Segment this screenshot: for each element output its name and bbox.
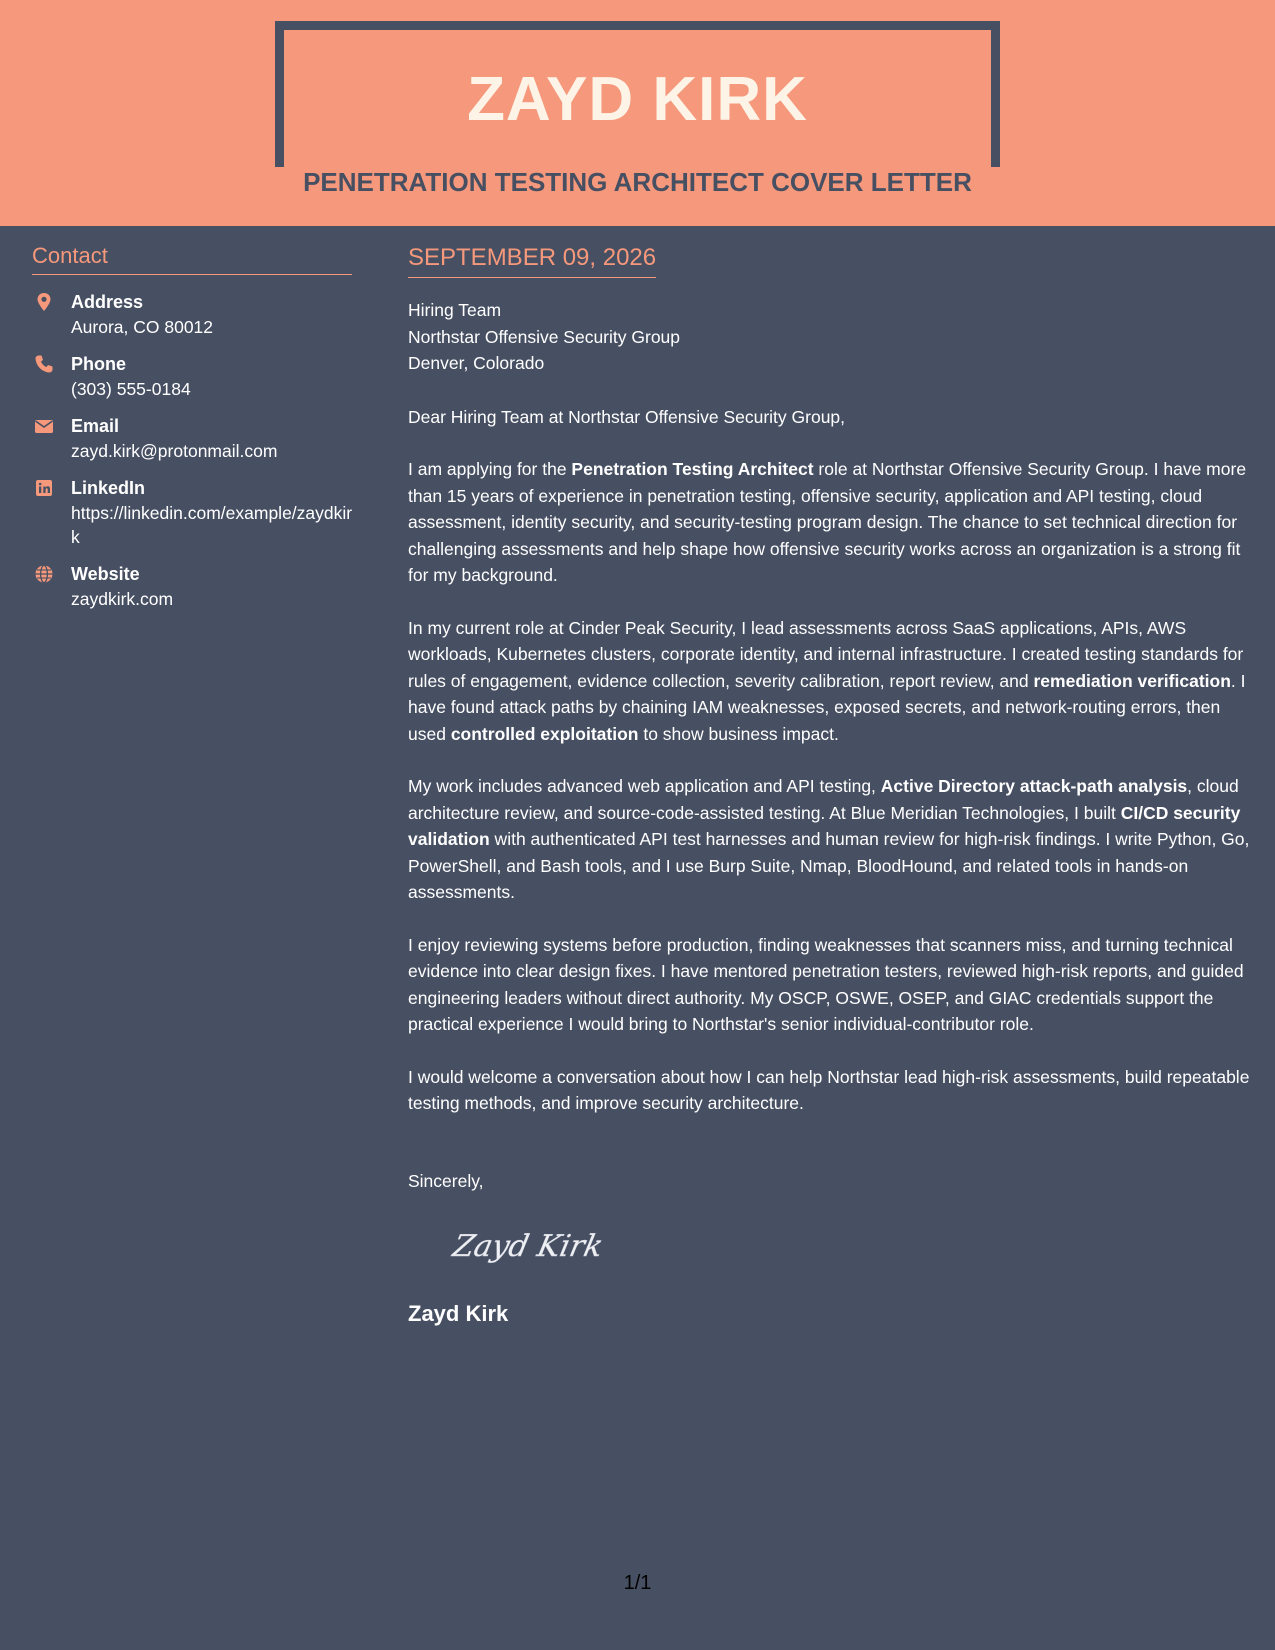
recipient-block — [408, 297, 1253, 377]
letter-body — [408, 243, 1253, 1329]
paragraph-text: My work includes advanced web application and API testing, — [408, 776, 881, 796]
paragraph-4: I enjoy reviewing systems before production, finding weaknesses that scanners miss, and turning technical evidence into clear design fixes. I have mentored penetration testers, reviewed high-risk reports, and guided engineering leaders without direct authority. My OSCP, OSWE, OSEP, and GIAC credentials support the practical experience I would bring to Northstar's senior individual-contributor role. — [408, 934, 1244, 1034]
contact-label: Phone — [71, 354, 127, 374]
paragraph-1 — [408, 456, 1253, 589]
contact-phone — [32, 351, 352, 401]
phone-icon — [34, 354, 54, 374]
linkedin-link[interactable]: https://linkedin.com/example/zaydkirk — [71, 503, 353, 547]
date-block — [408, 243, 656, 278]
recipient-line: Northstar Offensive Security Group — [408, 326, 681, 347]
contact-linkedin — [32, 475, 352, 549]
emphasis: remediation verification — [1033, 670, 1231, 691]
signature-image — [448, 1216, 648, 1276]
linkedin-icon — [34, 478, 54, 498]
contact-address — [32, 289, 352, 339]
emphasis: CI/CD security validation — [408, 802, 1241, 849]
salutation: Dear Hiring Team at Northstar Offensive Security Group, — [408, 406, 846, 427]
contact-label: Address — [71, 292, 144, 312]
phone-value: (303) 555-0184 — [71, 379, 191, 399]
paragraph-3 — [408, 773, 1253, 906]
paragraph-text: I am applying for the — [408, 459, 572, 479]
contact-website — [32, 561, 352, 611]
closing: Sincerely, — [408, 1170, 484, 1191]
paragraph-text: to show business impact. — [638, 723, 839, 744]
website-link[interactable]: zaydkirk.com — [71, 589, 174, 609]
paragraph-text: with authenticated API test harnesses and human review for high-risk findings. I write Python, Go, PowerShell, and Bash tools, and I use Burp Suite, Nmap, BloodHound, and related tools in hands-on assessments. — [408, 829, 1250, 902]
applicant-name: ZAYD KIRK — [467, 65, 808, 134]
paragraph-text: . I have found attack paths by chaining IAM weaknesses, exposed secrets, and network-routing errors, then used — [408, 670, 1246, 744]
recipient-line: Hiring Team — [408, 300, 502, 320]
envelope-icon — [34, 416, 54, 436]
contact-label: LinkedIn — [71, 478, 146, 498]
page-number: 1/1 — [623, 1572, 652, 1594]
emphasis: controlled exploitation — [450, 723, 639, 744]
paragraph-text: In my current role at Cinder Peak Security, I lead assessments across SaaS applications, APIs, AWS workloads, Kubernetes clusters, corporate identity, and internal infrastructure. I created testing standards for rules of engagement, evidence collection, severity calibration, report review, and — [408, 617, 1244, 691]
recipient-line: Denver, Colorado — [408, 353, 545, 373]
map-pin-icon — [34, 292, 54, 312]
paragraph-text: , cloud architecture review, and source-code-assisted testing. At Blue Meridian Technologies, I built — [408, 776, 1239, 823]
contact-label: Email — [71, 416, 120, 436]
contact-heading: Contact — [32, 240, 352, 275]
contact-email — [32, 413, 352, 463]
paragraph-5: I would welcome a conversation about how I can help Northstar lead high-risk assessments, build repeatable testing methods, and improve security architecture. — [408, 1066, 1250, 1113]
paragraph-text: role at Northstar Offensive Security Group. I have more than 15 years of experience in penetration testing, offensive security, application and API testing, cloud assessment, identity security, and security-testing program design. The chance to set technical direction for challenging assessments and help shape how offensive security works across an organization is a strong fit for my background. — [408, 459, 1247, 585]
letter-date: SEPTEMBER 09, 2026 — [408, 244, 657, 271]
emphasis: Penetration Testing Architect — [571, 459, 814, 479]
header-band — [0, 0, 1275, 226]
address-value: Aurora, CO 80012 — [71, 317, 214, 337]
emphasis: Active Directory attack-path analysis — [880, 776, 1188, 796]
contact-sidebar — [32, 240, 352, 623]
signer-name: Zayd Kirk — [408, 1300, 509, 1326]
email-link[interactable]: zayd.kirk@protonmail.com — [71, 441, 278, 461]
globe-icon — [34, 564, 54, 584]
signature-text: Zayd Kirk — [449, 1228, 607, 1264]
contact-label: Website — [71, 564, 140, 584]
paragraph-2 — [408, 615, 1253, 748]
document-title: PENETRATION TESTING ARCHITECT COVER LETTER — [303, 167, 972, 197]
